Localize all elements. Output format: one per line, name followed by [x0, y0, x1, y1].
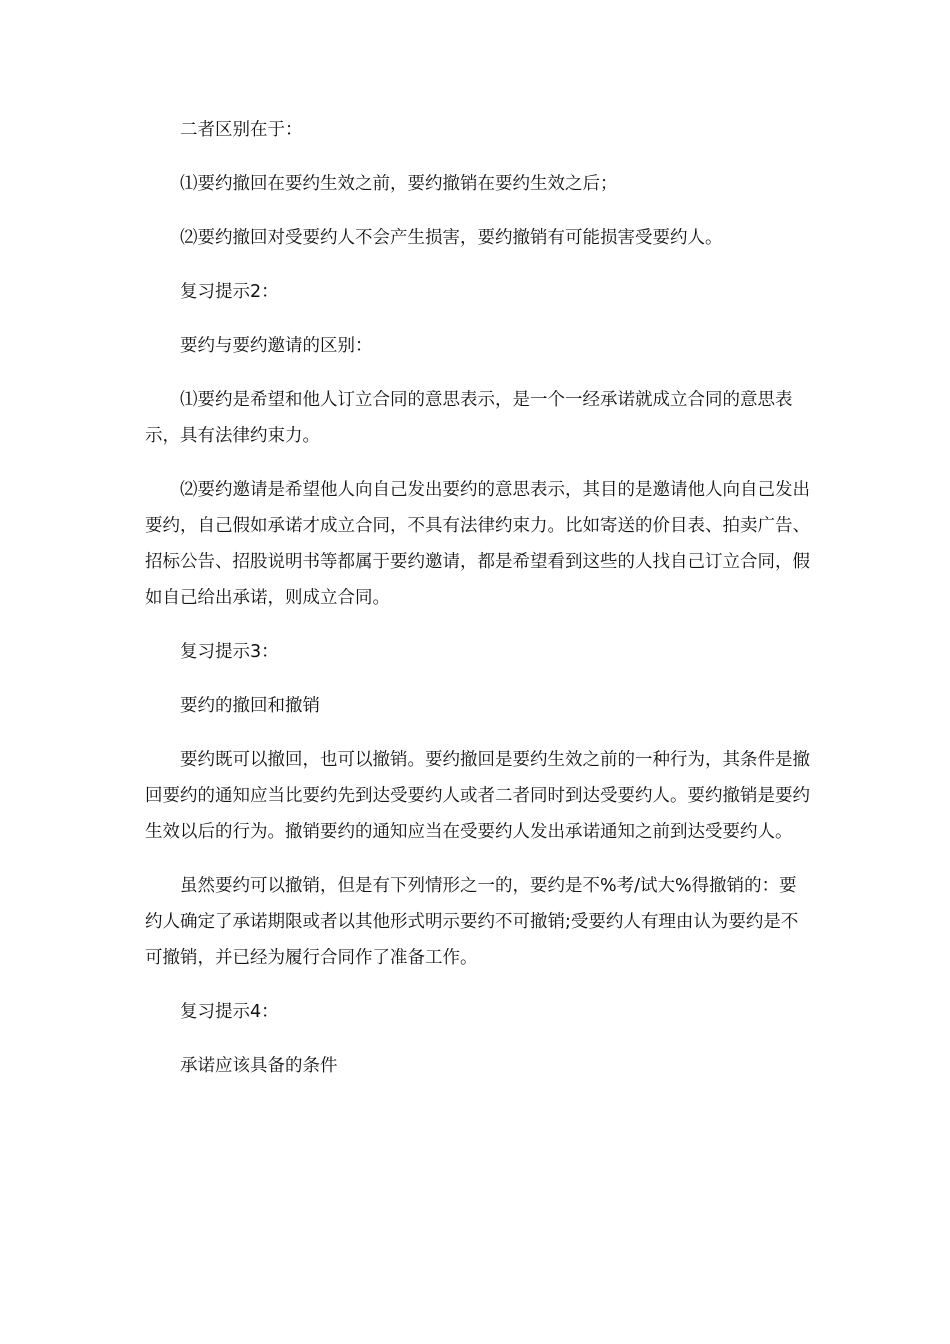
heading-review-tip-4: 复习提示4：	[180, 1002, 279, 1022]
paragraph-invitation-definition: ⑵要约邀请是希望他人向自己发出要约的意思表示，其目的是邀请他人向自己发出要约，自己假如承诺才成立合同，不具有法律约束力。比如寄送的价目表、拍卖广告、招标公告、招股说明书等都属于要约邀请，都是希望看到这些的人找自己订立合同，假如自己给出承诺，则成立合同。	[145, 480, 810, 608]
document-body	[145, 112, 810, 1102]
paragraph-withdrawal-revocation: 要约既可以撤回，也可以撤销。要约撤回是要约生效之前的一种行为，其条件是撤回要约的通知应当比要约先到达受要约人或者二者同时到达受要约人。要约撤销是要约生效以后的行为。撤销要约的通知应当在受要约人发出承诺通知之前到达受要约人。	[145, 750, 810, 842]
heading-acceptance-conditions: 承诺应该具备的条件	[180, 1056, 338, 1076]
paragraph-difference-1: ⑴要约撤回在要约生效之前，要约撤销在要约生效之后；	[180, 174, 618, 194]
paragraph-offer-definition: ⑴要约是希望和他人订立合同的意思表示，是一个一经承诺就成立合同的意思表示，具有法律约束力。	[145, 390, 793, 446]
paragraph-irrevocable-cases: 虽然要约可以撤销，但是有下列情形之一的，要约是不%考/试大%得撤销的：要约人确定了承诺期限或者以其他形式明示要约不可撤销;受要约人有理由认为要约是不可撤销，并已经为履行合同作了准备工作。	[145, 876, 799, 968]
heading-withdrawal-revocation: 要约的撤回和撤销	[180, 696, 320, 716]
heading-review-tip-2: 复习提示2：	[180, 282, 279, 302]
paragraph-difference-2: ⑵要约撤回对受要约人不会产生损害，要约撤销有可能损害受要约人。	[180, 228, 723, 248]
heading-offer-vs-invitation: 要约与要约邀请的区别：	[180, 336, 373, 356]
paragraph-difference-intro: 二者区别在于：	[180, 120, 303, 140]
heading-review-tip-3: 复习提示3：	[180, 642, 279, 662]
